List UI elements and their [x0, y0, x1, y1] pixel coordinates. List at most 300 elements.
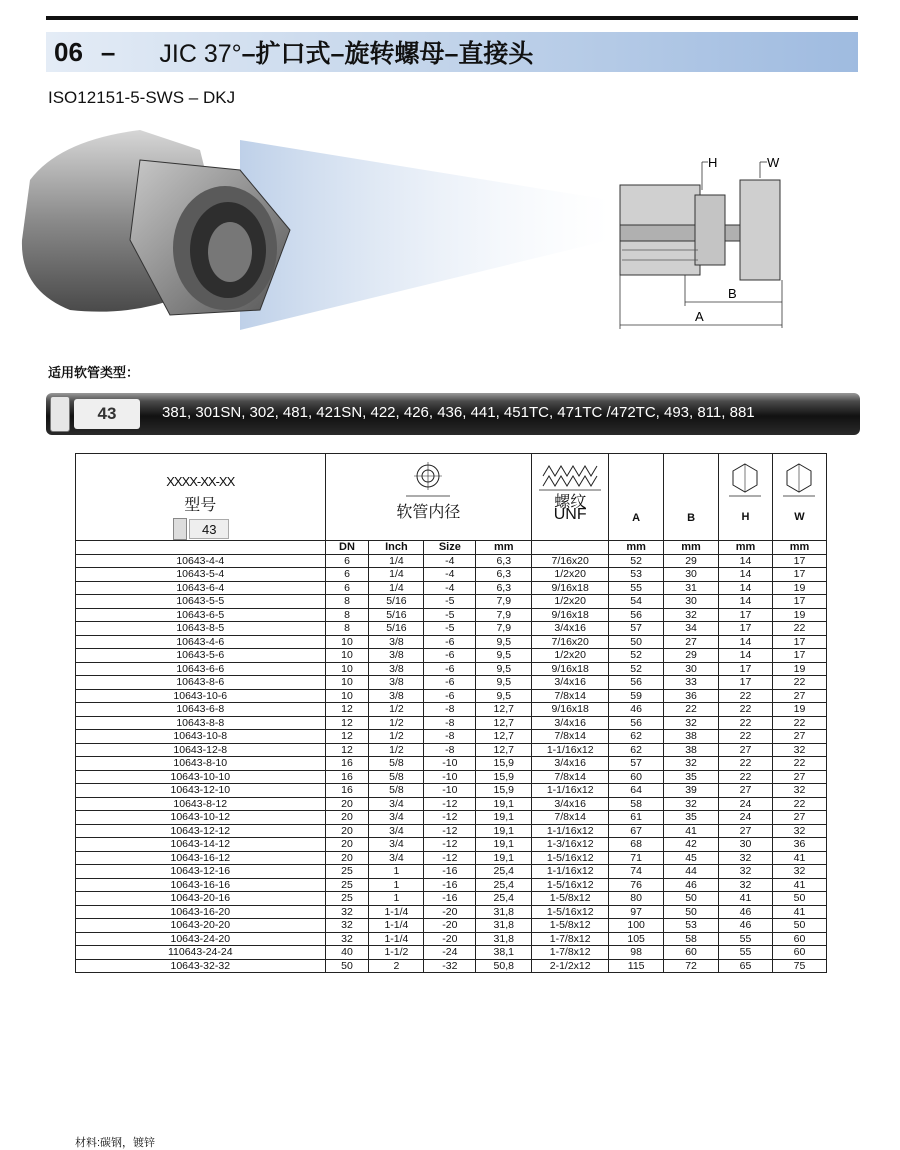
cell-w: 27	[772, 730, 826, 744]
thread-icon	[535, 458, 605, 494]
cell-w: 32	[772, 824, 826, 838]
hex-h	[695, 195, 725, 265]
cell-mm: 9,5	[476, 662, 532, 676]
standard-subtitle: ISO12151-5-SWS – DKJ	[48, 88, 236, 107]
cell-thread: 1-3/16x12	[532, 838, 609, 852]
cell-inch: 1/2	[369, 743, 424, 757]
cell-model: 10643-14-12	[76, 838, 326, 852]
cell-mm: 19,1	[476, 851, 532, 865]
cell-w: 41	[772, 878, 826, 892]
hex-w-icon	[779, 458, 819, 498]
table-row	[76, 905, 827, 919]
cell-thread: 9/16x18	[532, 581, 609, 595]
cell-dn: 6	[325, 581, 369, 595]
cell-thread: 3/4x16	[532, 797, 609, 811]
cell-b: 36	[664, 689, 719, 703]
sub-mm-bore: mm	[476, 541, 532, 555]
cell-b: 72	[664, 959, 719, 973]
hose-fitting-icon	[50, 396, 70, 432]
cell-thread: 7/16x20	[532, 635, 609, 649]
cell-h: 27	[719, 824, 773, 838]
cell-b: 58	[664, 932, 719, 946]
cell-a: 97	[609, 905, 664, 919]
cell-h: 22	[719, 716, 773, 730]
cell-dn: 32	[325, 905, 369, 919]
cell-thread: 3/4x16	[532, 716, 609, 730]
cell-mm: 9,5	[476, 676, 532, 690]
cell-h: 14	[719, 635, 773, 649]
cell-thread: 1-7/8x12	[532, 946, 609, 960]
fitting-photo-illustration	[0, 120, 620, 340]
cell-dn: 20	[325, 811, 369, 825]
cell-dn: 32	[325, 932, 369, 946]
hose-types-band	[46, 393, 860, 435]
cell-mm: 12,7	[476, 703, 532, 717]
cell-dn: 25	[325, 878, 369, 892]
cell-mm: 31,8	[476, 919, 532, 933]
cell-dn: 10	[325, 635, 369, 649]
cell-inch: 3/4	[369, 811, 424, 825]
cell-h: 65	[719, 959, 773, 973]
cell-thread: 7/8x14	[532, 770, 609, 784]
cell-mm: 7,9	[476, 595, 532, 609]
cell-model: 10643-32-32	[76, 959, 326, 973]
cell-size: -5	[424, 608, 476, 622]
cell-h: 22	[719, 689, 773, 703]
cell-inch: 5/8	[369, 784, 424, 798]
cell-a: 56	[609, 676, 664, 690]
swivel-nut	[740, 180, 780, 280]
cell-inch: 1-1/2	[369, 946, 424, 960]
table-row	[76, 689, 827, 703]
cell-dn: 6	[325, 568, 369, 582]
cell-a: 57	[609, 757, 664, 771]
cell-a: 59	[609, 689, 664, 703]
cell-mm: 9,5	[476, 689, 532, 703]
cell-w: 32	[772, 865, 826, 879]
model-badge-wrap	[173, 518, 227, 540]
cell-w: 22	[772, 622, 826, 636]
cell-h: 30	[719, 838, 773, 852]
cell-a: 67	[609, 824, 664, 838]
sub-mm-w: mm	[772, 541, 826, 555]
cell-size: -6	[424, 635, 476, 649]
cell-model: 10643-6-8	[76, 703, 326, 717]
cell-h: 24	[719, 797, 773, 811]
cell-size: -16	[424, 892, 476, 906]
cell-model: 10643-12-8	[76, 743, 326, 757]
cell-b: 30	[664, 568, 719, 582]
cell-dn: 32	[325, 919, 369, 933]
cell-w: 22	[772, 757, 826, 771]
cell-a: 56	[609, 716, 664, 730]
cell-model: 10643-5-5	[76, 595, 326, 609]
cell-thread: 1-1/16x12	[532, 784, 609, 798]
cell-model: 10643-24-20	[76, 932, 326, 946]
cell-inch: 3/8	[369, 635, 424, 649]
thread-label: 螺纹	[554, 494, 587, 511]
section-number: 06	[54, 36, 83, 67]
cell-b: 33	[664, 676, 719, 690]
cell-h: 17	[719, 608, 773, 622]
cell-a: 76	[609, 878, 664, 892]
cell-w: 17	[772, 649, 826, 663]
table-row	[76, 743, 827, 757]
cell-b: 29	[664, 649, 719, 663]
cell-dn: 6	[325, 554, 369, 568]
cell-dn: 8	[325, 608, 369, 622]
cell-b: 60	[664, 946, 719, 960]
cell-a: 54	[609, 595, 664, 609]
cell-h: 55	[719, 932, 773, 946]
col-b-label: B	[687, 512, 696, 524]
cell-a: 53	[609, 568, 664, 582]
cell-model: 10643-16-20	[76, 905, 326, 919]
cell-inch: 5/16	[369, 622, 424, 636]
cell-inch: 1/2	[369, 730, 424, 744]
cell-w: 17	[772, 554, 826, 568]
cell-b: 42	[664, 838, 719, 852]
cell-h: 46	[719, 905, 773, 919]
cell-b: 35	[664, 811, 719, 825]
cell-b: 41	[664, 824, 719, 838]
light-beam	[240, 140, 610, 330]
sub-mm-a: mm	[609, 541, 664, 555]
cell-inch: 1/4	[369, 568, 424, 582]
cell-dn: 10	[325, 689, 369, 703]
cell-size: -6	[424, 662, 476, 676]
cell-dn: 20	[325, 797, 369, 811]
cell-dn: 10	[325, 649, 369, 663]
cell-mm: 15,9	[476, 784, 532, 798]
cell-a: 56	[609, 608, 664, 622]
cell-mm: 50,8	[476, 959, 532, 973]
cell-thread: 7/8x14	[532, 811, 609, 825]
cell-inch: 5/16	[369, 595, 424, 609]
cell-size: -20	[424, 932, 476, 946]
cell-size: -5	[424, 622, 476, 636]
cell-model: 10643-6-5	[76, 608, 326, 622]
cell-w: 32	[772, 784, 826, 798]
table-row	[76, 892, 827, 906]
technical-drawing	[600, 150, 840, 335]
table-row	[76, 959, 827, 973]
cell-a: 62	[609, 743, 664, 757]
section-title	[159, 34, 533, 70]
cell-b: 32	[664, 797, 719, 811]
cell-thread: 3/4x16	[532, 757, 609, 771]
cell-inch: 3/4	[369, 797, 424, 811]
cell-dn: 16	[325, 757, 369, 771]
cell-h: 14	[719, 568, 773, 582]
cell-size: -8	[424, 716, 476, 730]
cell-thread: 9/16x18	[532, 662, 609, 676]
nut-bore-thread	[208, 222, 252, 282]
section-title-cn: –扩口式–旋转螺母–直接头	[241, 40, 534, 68]
cell-w: 27	[772, 811, 826, 825]
cell-inch: 5/8	[369, 757, 424, 771]
cell-size: -4	[424, 581, 476, 595]
col-h-label: H	[741, 511, 750, 523]
cell-h: 22	[719, 770, 773, 784]
cell-h: 32	[719, 878, 773, 892]
table-row	[76, 838, 827, 852]
cell-model: 10643-10-12	[76, 811, 326, 825]
cell-b: 32	[664, 716, 719, 730]
cell-h: 24	[719, 811, 773, 825]
cell-dn: 12	[325, 703, 369, 717]
cell-inch: 1/2	[369, 716, 424, 730]
cell-thread: 1-5/16x12	[532, 905, 609, 919]
cell-size: -10	[424, 770, 476, 784]
cell-b: 30	[664, 662, 719, 676]
cell-mm: 25,4	[476, 892, 532, 906]
cell-a: 58	[609, 797, 664, 811]
col-h-header	[719, 454, 773, 541]
table-row	[76, 662, 827, 676]
table-row	[76, 595, 827, 609]
cell-h: 32	[719, 851, 773, 865]
cell-dn: 25	[325, 865, 369, 879]
cell-size: -20	[424, 905, 476, 919]
cell-h: 22	[719, 730, 773, 744]
table-row	[76, 811, 827, 825]
cell-b: 45	[664, 851, 719, 865]
cell-mm: 19,1	[476, 811, 532, 825]
cell-w: 41	[772, 905, 826, 919]
cell-inch: 3/8	[369, 649, 424, 663]
cell-w: 19	[772, 608, 826, 622]
cell-inch: 1/4	[369, 554, 424, 568]
cell-dn: 40	[325, 946, 369, 960]
material-note: 材料:碳钢，镀锌	[75, 1137, 156, 1149]
cell-thread: 1-7/8x12	[532, 932, 609, 946]
table-row	[76, 635, 827, 649]
top-rule	[46, 16, 858, 20]
cell-inch: 1/4	[369, 581, 424, 595]
cell-dn: 12	[325, 716, 369, 730]
cell-size: -12	[424, 797, 476, 811]
cell-model: 10643-8-8	[76, 716, 326, 730]
cell-model: 10643-8-12	[76, 797, 326, 811]
cell-a: 74	[609, 865, 664, 879]
cell-model: 10643-5-6	[76, 649, 326, 663]
cell-h: 14	[719, 581, 773, 595]
cell-size: -12	[424, 838, 476, 852]
cell-thread: 9/16x18	[532, 608, 609, 622]
cell-thread: 3/4x16	[532, 676, 609, 690]
cell-a: 52	[609, 649, 664, 663]
label-b: B	[728, 286, 737, 301]
cell-b: 53	[664, 919, 719, 933]
cell-b: 38	[664, 743, 719, 757]
table-row	[76, 932, 827, 946]
cell-dn: 10	[325, 676, 369, 690]
thread-subheader	[532, 541, 609, 555]
cell-a: 52	[609, 554, 664, 568]
cell-w: 75	[772, 959, 826, 973]
cell-w: 60	[772, 932, 826, 946]
cell-thread: 1-5/16x12	[532, 851, 609, 865]
cell-model: 10643-10-6	[76, 689, 326, 703]
cell-dn: 8	[325, 595, 369, 609]
cell-w: 19	[772, 703, 826, 717]
table-row	[76, 716, 827, 730]
cell-h: 22	[719, 757, 773, 771]
sub-mm-h: mm	[719, 541, 773, 555]
cell-thread: 1-5/8x12	[532, 919, 609, 933]
cell-model: 10643-5-4	[76, 568, 326, 582]
cell-w: 17	[772, 568, 826, 582]
col-w-header	[772, 454, 826, 541]
cell-dn: 10	[325, 662, 369, 676]
cell-w: 22	[772, 797, 826, 811]
cell-b: 44	[664, 865, 719, 879]
cell-b: 22	[664, 703, 719, 717]
cell-b: 39	[664, 784, 719, 798]
hex-h-icon	[725, 458, 765, 498]
cell-b: 27	[664, 635, 719, 649]
cell-model: 10643-12-12	[76, 824, 326, 838]
spec-table-body	[76, 554, 827, 973]
cell-b: 30	[664, 595, 719, 609]
cell-model: 10643-10-10	[76, 770, 326, 784]
cell-a: 46	[609, 703, 664, 717]
cell-model: 10643-16-16	[76, 878, 326, 892]
cell-mm: 25,4	[476, 865, 532, 879]
cell-thread: 2-1/2x12	[532, 959, 609, 973]
label-w: W	[767, 155, 780, 170]
cell-size: -6	[424, 649, 476, 663]
model-header	[76, 454, 326, 541]
cell-mm: 31,8	[476, 905, 532, 919]
cell-model: 10643-6-4	[76, 581, 326, 595]
cell-a: 60	[609, 770, 664, 784]
cell-a: 57	[609, 622, 664, 636]
cell-thread: 1/2x20	[532, 649, 609, 663]
cell-mm: 31,8	[476, 932, 532, 946]
col-a-header	[609, 454, 664, 541]
table-row	[76, 622, 827, 636]
col-b-header	[664, 454, 719, 541]
table-row	[76, 730, 827, 744]
thread-sub: UNF	[553, 506, 587, 523]
section-dash: –	[100, 36, 116, 67]
cell-model: 10643-8-5	[76, 622, 326, 636]
cell-w: 36	[772, 838, 826, 852]
cell-mm: 15,9	[476, 770, 532, 784]
cell-inch: 5/8	[369, 770, 424, 784]
sub-size: Size	[424, 541, 476, 555]
cell-mm: 15,9	[476, 757, 532, 771]
cell-b: 32	[664, 757, 719, 771]
cell-inch: 1/2	[369, 703, 424, 717]
sub-mm-b: mm	[664, 541, 719, 555]
label-h: H	[708, 155, 718, 170]
cell-b: 31	[664, 581, 719, 595]
label-a: A	[695, 309, 704, 324]
cell-dn: 20	[325, 851, 369, 865]
table-row	[76, 676, 827, 690]
cell-size: -6	[424, 689, 476, 703]
table-row	[76, 878, 827, 892]
cell-thread: 1-5/8x12	[532, 892, 609, 906]
cell-model: 10643-12-10	[76, 784, 326, 798]
cell-w: 41	[772, 851, 826, 865]
cell-w: 50	[772, 919, 826, 933]
cell-size: -16	[424, 878, 476, 892]
table-row	[76, 770, 827, 784]
cell-mm: 6,3	[476, 581, 532, 595]
cross-section-drawing	[600, 150, 840, 335]
cell-thread: 1-1/16x12	[532, 824, 609, 838]
cell-mm: 12,7	[476, 743, 532, 757]
cell-w: 19	[772, 662, 826, 676]
cell-inch: 1	[369, 892, 424, 906]
cell-h: 14	[719, 595, 773, 609]
cell-w: 17	[772, 635, 826, 649]
cell-model: 10643-6-6	[76, 662, 326, 676]
hose-types-label: 适用软管类型：	[48, 365, 140, 380]
cell-dn: 50	[325, 959, 369, 973]
cell-size: -16	[424, 865, 476, 879]
cell-thread: 1-1/16x12	[532, 743, 609, 757]
cell-mm: 9,5	[476, 649, 532, 663]
cell-model: 10643-8-10	[76, 757, 326, 771]
cell-h: 46	[719, 919, 773, 933]
cell-size: -6	[424, 676, 476, 690]
cell-a: 115	[609, 959, 664, 973]
cell-size: -24	[424, 946, 476, 960]
cell-h: 14	[719, 649, 773, 663]
table-row	[76, 824, 827, 838]
cell-inch: 1-1/4	[369, 905, 424, 919]
cell-b: 50	[664, 905, 719, 919]
table-row	[76, 608, 827, 622]
cell-size: -8	[424, 703, 476, 717]
cell-thread: 1/2x20	[532, 595, 609, 609]
table-row	[76, 554, 827, 568]
cell-w: 60	[772, 946, 826, 960]
section-title-latin: JIC 37°	[159, 40, 242, 68]
cell-a: 71	[609, 851, 664, 865]
cell-model: 110643-24-24	[76, 946, 326, 960]
cell-inch: 1-1/4	[369, 919, 424, 933]
cell-model: 10643-8-6	[76, 676, 326, 690]
cell-b: 46	[664, 878, 719, 892]
cell-inch: 3/4	[369, 838, 424, 852]
cell-model: 10643-20-16	[76, 892, 326, 906]
cell-mm: 7,9	[476, 622, 532, 636]
cell-dn: 8	[325, 622, 369, 636]
cell-h: 55	[719, 946, 773, 960]
cell-inch: 1	[369, 865, 424, 879]
cell-a: 98	[609, 946, 664, 960]
cell-mm: 7,9	[476, 608, 532, 622]
cell-a: 55	[609, 581, 664, 595]
cell-model: 10643-20-20	[76, 919, 326, 933]
cell-w: 27	[772, 770, 826, 784]
cell-w: 50	[772, 892, 826, 906]
table-row	[76, 919, 827, 933]
cell-thread: 1/2x20	[532, 568, 609, 582]
cell-model: 10643-10-8	[76, 730, 326, 744]
nipple-stem	[620, 225, 750, 241]
cell-mm: 12,7	[476, 716, 532, 730]
cell-a: 61	[609, 811, 664, 825]
col-w-label: W	[794, 511, 805, 523]
cell-h: 22	[719, 703, 773, 717]
